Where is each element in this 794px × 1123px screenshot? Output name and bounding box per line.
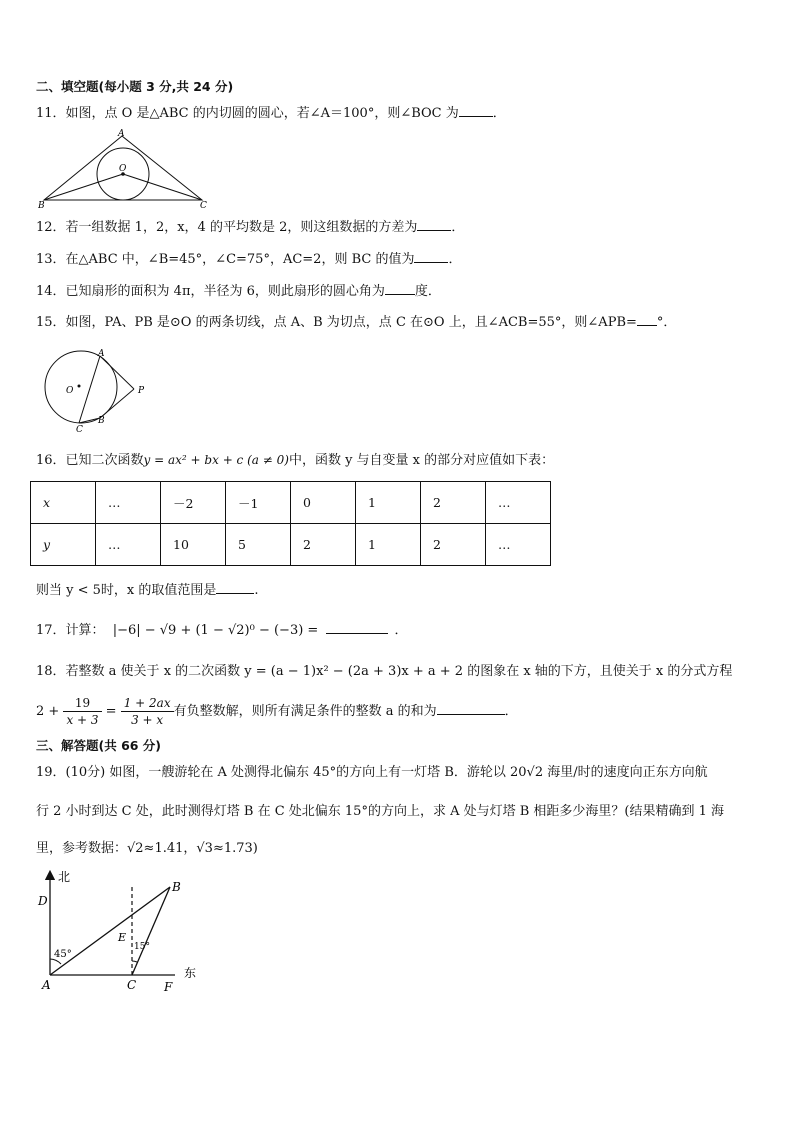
question-18-lead: 2 + — [36, 704, 60, 719]
table-cell: … — [486, 524, 551, 566]
table-cell: －1 — [226, 482, 291, 524]
question-16-suffix: 中，函数 y 与自变量 x 的部分对应值如下表： — [288, 453, 555, 468]
fraction-1-numerator: 19 — [63, 695, 101, 712]
label-c: C — [76, 425, 83, 432]
value-table — [30, 481, 551, 566]
label-a: A — [98, 349, 105, 359]
answer-blank-16[interactable] — [216, 581, 254, 594]
table-cell: 1 — [356, 524, 421, 566]
arc-15 — [132, 961, 137, 962]
fraction-1 — [63, 695, 101, 728]
table-row-x — [31, 482, 551, 524]
question-18-end: ． — [504, 704, 518, 719]
question-11-end: ． — [492, 106, 506, 121]
label-o: O — [119, 164, 127, 174]
label-o: O — [66, 386, 74, 396]
label-east: 东 — [184, 966, 197, 980]
figure-19-navigation — [30, 865, 210, 995]
label-angle-45: 45° — [54, 949, 72, 960]
table-cell: … — [96, 482, 161, 524]
label-f: F — [164, 980, 173, 994]
question-19-line3: 里，参考数据：√2≈1.41，√3≈1.73) — [36, 841, 258, 856]
table-cell: 2 — [421, 524, 486, 566]
table-cell: －2 — [161, 482, 226, 524]
answer-blank-13[interactable] — [414, 250, 448, 263]
label-e: E — [118, 931, 127, 944]
question-19-line1: 19．(10分) 如图，一艘游轮在 A 处测得北偏东 45°的方向上有一灯塔 B．游轮以 20√2 海里/时的速度向正东方向航 — [36, 765, 708, 780]
answer-blank-18[interactable] — [437, 702, 505, 715]
label-c: C — [127, 978, 137, 992]
question-13 — [36, 250, 461, 269]
question-15 — [36, 313, 676, 332]
question-13-end: ． — [448, 252, 462, 267]
section-title-fill-blank: 二、填空题(每小题 3 分,共 24 分) — [36, 79, 234, 94]
question-16-formula: y = ax² + bx + c (a ≠ 0) — [143, 453, 289, 467]
table-cell: … — [96, 524, 161, 566]
chord-ca — [79, 356, 100, 423]
figure-11-triangle-incircle — [38, 128, 213, 208]
answer-blank-17[interactable] — [326, 621, 388, 634]
label-angle-15: 15° — [134, 942, 150, 952]
label-p: P — [138, 386, 145, 396]
question-18-text: 有负整数解，则所有满足条件的整数 a 的和为 — [173, 704, 437, 719]
center-o-dot — [78, 385, 81, 388]
question-11-text: 11．如图，点 O 是△ABC 的内切圆的圆心，若∠A＝100°，则∠BOC 为 — [36, 106, 459, 121]
table-cell: … — [486, 482, 551, 524]
question-11 — [36, 104, 506, 123]
question-16-end: . — [254, 583, 259, 598]
fraction-1-denominator: x + 3 — [66, 713, 99, 727]
fraction-2-denominator: 3 + x — [131, 713, 164, 727]
label-c: C — [200, 201, 207, 208]
question-14-end: 度． — [414, 284, 441, 299]
question-19-line2: 行 2 小时到达 C 处，此时测得灯塔 B 在 C 处北偏东 15°的方向上，求 A 处与灯塔 B 相距多少海里？(结果精确到 1 海 — [36, 804, 725, 819]
question-12 — [36, 218, 464, 237]
fraction-2 — [121, 695, 174, 728]
question-12-end: ． — [451, 220, 465, 235]
table-cell: x — [31, 482, 96, 524]
question-14-text: 14．已知扇形的面积为 4π，半径为 6，则此扇形的圆心角为 — [36, 284, 385, 299]
section-title-solve: 三、解答题(共 66 分) — [36, 738, 162, 753]
equals-sign: = — [105, 704, 117, 719]
question-17-expression: |−6| − √9 + (1 − √2)⁰ − (−3) = — [112, 623, 319, 638]
question-18-line2 — [36, 695, 518, 728]
table-row-y — [31, 524, 551, 566]
question-18-line1: 18．若整数 a 使关于 x 的二次函数 y = (a − 1)x² − (2a + 3)x + a + 2 的图象在 x 轴的下方，且使关于 x 的分式方程 — [36, 664, 733, 679]
answer-blank-15[interactable] — [637, 313, 657, 326]
question-16 — [36, 451, 554, 470]
question-15-end: °． — [656, 315, 677, 330]
answer-blank-11[interactable] — [459, 104, 493, 117]
label-a: A — [42, 978, 51, 992]
answer-blank-12[interactable] — [417, 218, 451, 231]
figure-15-circle-tangents — [38, 346, 158, 432]
question-17-text: 17．计算： — [36, 623, 105, 638]
table-cell: 10 — [161, 524, 226, 566]
label-b: B — [98, 416, 105, 426]
question-16-prefix: 16．已知二次函数 — [36, 453, 144, 468]
segment-oc — [123, 174, 202, 200]
question-16-after: 则当 y < 5时，x 的取值范围是 — [36, 583, 217, 598]
question-14 — [36, 282, 441, 301]
fraction-2-numerator: 1 + 2ax — [121, 695, 174, 712]
segment-ob — [44, 174, 123, 200]
tangent-pb — [100, 389, 134, 418]
question-16-followup — [36, 581, 259, 600]
question-17 — [36, 621, 407, 640]
segment-ab — [50, 887, 170, 975]
question-17-end: ． — [394, 623, 408, 638]
label-d: D — [38, 894, 48, 908]
label-a: A — [118, 129, 125, 139]
question-12-text: 12．若一组数据 1，2，x，4 的平均数是 2，则这组数据的方差为 — [36, 220, 418, 235]
label-b: B — [38, 201, 45, 208]
table-cell: 2 — [421, 482, 486, 524]
label-north: 北 — [58, 870, 71, 884]
table-cell: y — [31, 524, 96, 566]
answer-blank-14[interactable] — [385, 282, 415, 295]
question-13-text: 13．在△ABC 中，∠B=45°，∠C=75°，AC=2，则 BC 的值为 — [36, 252, 415, 267]
table-cell: 2 — [291, 524, 356, 566]
question-15-text: 15．如图，PA、PB 是⊙O 的两条切线，点 A、B 为切点，点 C 在⊙O 上，且∠ACB=55°，则∠APB= — [36, 315, 637, 330]
table-cell: 5 — [226, 524, 291, 566]
table-cell: 0 — [291, 482, 356, 524]
label-b: B — [172, 880, 181, 894]
table-cell: 1 — [356, 482, 421, 524]
